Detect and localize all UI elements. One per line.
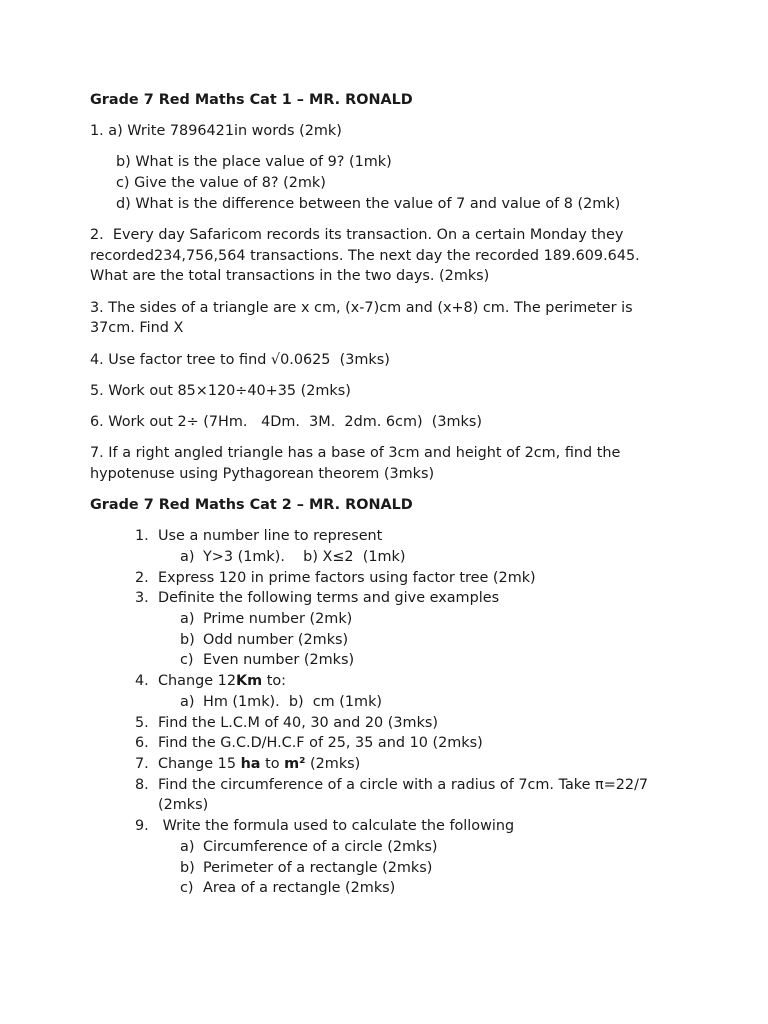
list-text: Area of a rectangle (2mks) (203, 880, 396, 897)
list-item (90, 858, 680, 879)
list-number: 8. (135, 776, 149, 793)
list-text: Even number (2mks) (203, 652, 355, 669)
bold-unit: Km (235, 673, 263, 690)
list-text: Perimeter of a rectangle (2mks) (203, 859, 433, 876)
question-3-line-1: 3. The sides of a triangle are x cm, (x-7)cm and (x+8) cm. The perimeter is (90, 299, 633, 316)
text-run: (2mks) (305, 755, 361, 772)
cat1-title: Grade 7 Red Maths Cat 1 – MR. RONALD (90, 92, 413, 108)
list-text: Find the L.C.M of 40, 30 and 20 (3mks) (158, 714, 439, 731)
list-number: a) (180, 693, 195, 710)
list-text: Use a number line to represent (158, 528, 383, 545)
text-run: to (260, 755, 285, 772)
question-1c: c) Give the value of 8? (2mk) (116, 175, 326, 192)
list-text: Circumference of a circle (2mks) (203, 838, 438, 855)
question-7-line-1: 7. If a right angled triangle has a base of 3cm and height of 2cm, find the (90, 445, 621, 462)
list-item (90, 671, 680, 692)
list-item (90, 878, 680, 899)
list-number: 9. (135, 818, 149, 835)
list-item (90, 630, 680, 651)
list-item (90, 837, 680, 858)
list-text: Y>3 (1mk). b) X≤2 (1mk) (203, 548, 406, 565)
list-item (90, 547, 680, 568)
question-3-line-2: 37cm. Find X (90, 320, 184, 337)
list-number: c) (180, 652, 194, 669)
bold-unit: ha (240, 755, 261, 772)
question-6: 6. Work out 2÷ (7Hm. 4Dm. 3M. 2dm. 6cm) (3mks) (90, 413, 482, 430)
question-1b: b) What is the place value of 9? (1mk) (116, 154, 392, 171)
question-2-line-1: 2. Every day Safaricom records its transaction. On a certain Monday they (90, 227, 624, 244)
list-number: 7. (135, 755, 149, 772)
list-text (158, 754, 680, 775)
list-text (158, 671, 680, 692)
list-item (90, 775, 680, 816)
cat2-title: Grade 7 Red Maths Cat 2 – MR. RONALD (90, 497, 413, 514)
text-run: Change 12 (158, 673, 236, 690)
list-text: Definite the following terms and give examples (158, 590, 500, 607)
list-number: a) (180, 548, 195, 565)
document-page (90, 90, 680, 899)
list-item (90, 816, 680, 837)
question-2-line-2: recorded234,756,564 transactions. The next day the recorded 189.609.645. (90, 247, 640, 264)
list-item (90, 526, 680, 547)
list-item (90, 588, 680, 609)
list-number: a) (180, 838, 195, 855)
list-text: Odd number (2mks) (203, 631, 349, 648)
question-2-line-3: What are the total transactions in the two days. (2mks) (90, 268, 490, 285)
list-item (90, 568, 680, 589)
list-item (90, 650, 680, 671)
list-number: c) (180, 880, 194, 897)
list-number: b) (180, 859, 195, 876)
list-item (90, 733, 680, 754)
list-text: Express 120 in prime factors using factor tree (2mk) (158, 569, 536, 586)
list-number: a) (180, 611, 195, 628)
text-run: Change 15 (158, 755, 241, 772)
list-number: 4. (135, 673, 149, 690)
list-text: Prime number (2mk) (203, 611, 353, 628)
bold-unit: m² (284, 755, 306, 772)
list-number: 3. (135, 590, 149, 607)
list-item (90, 609, 680, 630)
list-text: Write the formula used to calculate the following (158, 818, 515, 835)
list-number: b) (180, 631, 195, 648)
list-text: Find the circumference of a circle with a radius of 7cm. Take π=22/7 (2mks) (158, 776, 649, 814)
list-item (90, 754, 680, 775)
question-5: 5. Work out 85×120÷40+35 (2mks) (90, 382, 351, 399)
list-text: Hm (1mk). b) cm (1mk) (203, 693, 383, 710)
question-1d: d) What is the difference between the value of 7 and value of 8 (2mk) (116, 195, 621, 212)
list-number: 1. (135, 528, 149, 545)
list-number: 2. (135, 569, 149, 586)
question-4: 4. Use factor tree to find √0.0625 (3mks) (90, 351, 390, 368)
list-text: Find the G.C.D/H.C.F of 25, 35 and 10 (2mks) (158, 735, 483, 752)
list-item (90, 713, 680, 734)
text-run: to: (262, 673, 287, 690)
question-1a: 1. a) Write 7896421in words (2mk) (90, 123, 342, 140)
question-7-line-2: hypotenuse using Pythagorean theorem (3mks) (90, 465, 435, 482)
list-item (90, 692, 680, 713)
list-number: 6. (135, 735, 149, 752)
list-number: 5. (135, 714, 149, 731)
